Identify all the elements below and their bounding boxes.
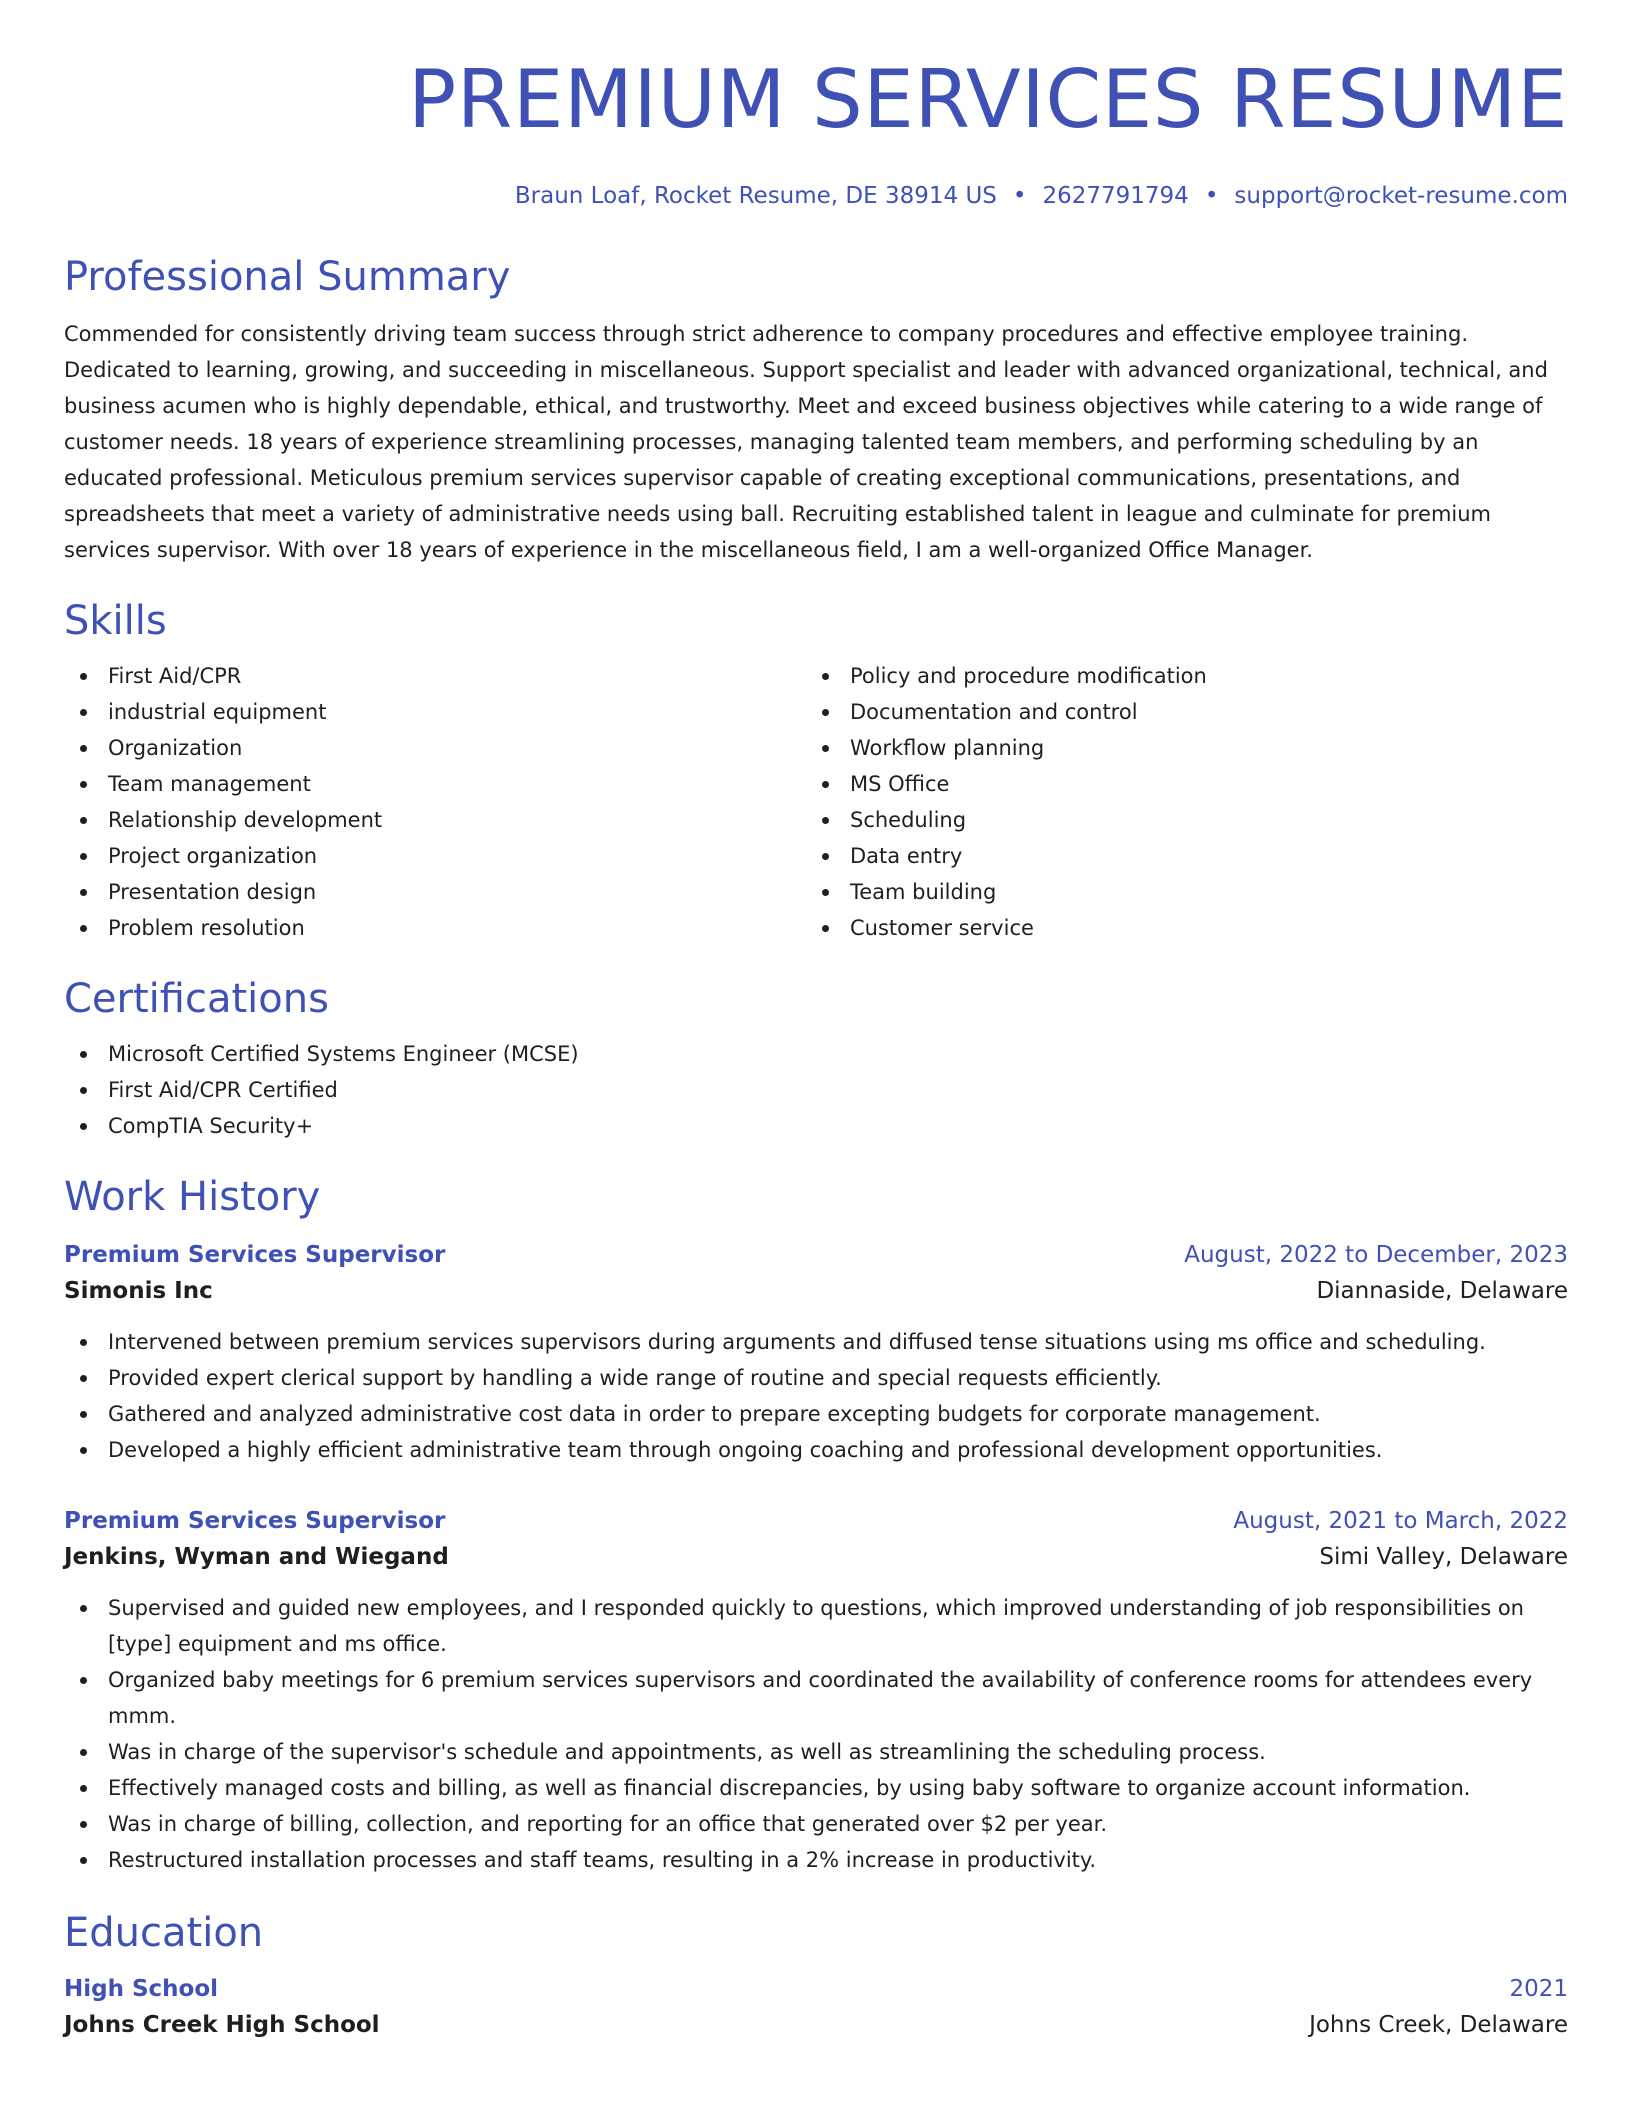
job-bullet: Was in charge of billing, collection, and reporting for an office that generated over $2 per year. xyxy=(64,1806,1568,1842)
skill-item: Workflow planning xyxy=(806,730,1548,766)
contact-separator: • xyxy=(1012,183,1027,209)
certifications-heading: Certifications xyxy=(64,976,329,1022)
job-entry xyxy=(64,1504,1568,1878)
contact-address: Braun Loaf, Rocket Resume, DE 38914 US xyxy=(514,183,997,209)
job-dates: August, 2022 to December, 2023 xyxy=(1184,1242,1568,1268)
contact-separator: • xyxy=(1204,183,1219,209)
job-bullet: Provided expert clerical support by handling a wide range of routine and special requests efficiently. xyxy=(64,1360,1568,1396)
skill-item: Scheduling xyxy=(806,802,1548,838)
contact-line xyxy=(64,180,1568,212)
skill-item: Data entry xyxy=(806,838,1548,874)
job-bullet: Organized baby meetings for 6 premium services supervisors and coordinated the availability of conference rooms for attendees every mmm. xyxy=(64,1662,1568,1734)
skill-item: Team building xyxy=(806,874,1548,910)
skills-list-right xyxy=(806,658,1548,946)
education-location: Johns Creek, Delaware xyxy=(1309,2012,1568,2038)
certification-item: Microsoft Certified Systems Engineer (MCSE) xyxy=(64,1036,1568,1072)
education-school-row xyxy=(64,2006,1568,2044)
skill-item: Problem resolution xyxy=(64,910,806,946)
job-title: Premium Services Supervisor xyxy=(64,1242,446,1268)
education-degree: High School xyxy=(64,1976,219,2002)
job-entry xyxy=(64,1238,1568,1468)
education-school: Johns Creek High School xyxy=(64,2012,380,2038)
job-bullet: Intervened between premium services supervisors during arguments and diffused tense situations using ms office and scheduling. xyxy=(64,1324,1568,1360)
job-employer: Jenkins, Wyman and Wiegand xyxy=(64,1544,449,1570)
job-dates: August, 2021 to March, 2022 xyxy=(1233,1508,1568,1534)
resume-title: PREMIUM SERVICES RESUME xyxy=(407,53,1568,146)
education-header-row xyxy=(64,1972,1568,2006)
certifications-list xyxy=(64,1036,1568,1144)
skill-item: Presentation design xyxy=(64,874,806,910)
education-entry xyxy=(64,1972,1568,2044)
skill-item: Project organization xyxy=(64,838,806,874)
job-bullet: Was in charge of the supervisor's schedule and appointments, as well as streamlining the scheduling process. xyxy=(64,1734,1568,1770)
contact-email: support@rocket-resume.com xyxy=(1234,183,1568,209)
skills-heading: Skills xyxy=(64,598,167,644)
skill-item: Documentation and control xyxy=(806,694,1548,730)
contact-phone: 2627791794 xyxy=(1042,183,1189,209)
education-year: 2021 xyxy=(1509,1976,1568,2002)
skills-list-left xyxy=(64,658,806,946)
job-bullet: Effectively managed costs and billing, as well as financial discrepancies, by using baby software to organize account information. xyxy=(64,1770,1568,1806)
job-employer: Simonis Inc xyxy=(64,1278,213,1304)
job-bullet: Supervised and guided new employees, and I responded quickly to questions, which improved understanding of job responsibilities on [type] equipment and ms office. xyxy=(64,1590,1568,1662)
skill-item: MS Office xyxy=(806,766,1548,802)
job-title: Premium Services Supervisor xyxy=(64,1508,446,1534)
skill-item: Team management xyxy=(64,766,806,802)
certification-item: CompTIA Security+ xyxy=(64,1108,1568,1144)
skill-item: industrial equipment xyxy=(64,694,806,730)
certification-item: First Aid/CPR Certified xyxy=(64,1072,1568,1108)
skill-item: First Aid/CPR xyxy=(64,658,806,694)
job-bullet: Developed a highly efficient administrative team through ongoing coaching and professional development opportunities. xyxy=(64,1432,1568,1468)
summary-heading: Professional Summary xyxy=(64,254,511,300)
education-heading: Education xyxy=(64,1910,264,1956)
work-history-heading: Work History xyxy=(64,1174,321,1220)
job-employer-row xyxy=(64,1272,1568,1310)
skills-grid xyxy=(64,658,1568,946)
job-bullet: Restructured installation processes and staff teams, resulting in a 2% increase in productivity. xyxy=(64,1842,1568,1878)
skill-item: Relationship development xyxy=(64,802,806,838)
job-header-row xyxy=(64,1238,1568,1272)
skill-item: Organization xyxy=(64,730,806,766)
skill-item: Policy and procedure modification xyxy=(806,658,1548,694)
skills-column-left xyxy=(64,658,806,946)
job-bullets xyxy=(64,1324,1568,1468)
job-bullet: Gathered and analyzed administrative cost data in order to prepare excepting budgets for corporate management. xyxy=(64,1396,1568,1432)
skill-item: Customer service xyxy=(806,910,1548,946)
skills-column-right xyxy=(806,658,1548,946)
summary-text: Commended for consistently driving team success through strict adherence to company procedures and effective employee training. Dedicated to learning, growing, and succeeding in miscellaneous. Support specialist and leader with advanced organizational, technical, and business acumen who is highly dependable, ethical, and trustworthy. Meet and exceed business objectives while catering to a wide range of customer needs. 18 years of experience streamlining processes, managing talented team members, and performing scheduling by an educated professional. Meticulous premium services supervisor capable of creating exceptional communications, presentations, and spreadsheets that meet a variety of administrative needs using ball. Recruiting established talent in league and culminate for premium services supervisor. With over 18 years of experience in the miscellaneous field, I am a well-organized Office Manager. xyxy=(64,322,1548,562)
job-location: Simi Valley, Delaware xyxy=(1319,1544,1568,1570)
job-header-row xyxy=(64,1504,1568,1538)
job-location: Diannaside, Delaware xyxy=(1316,1278,1568,1304)
job-employer-row xyxy=(64,1538,1568,1576)
job-bullets xyxy=(64,1590,1568,1878)
